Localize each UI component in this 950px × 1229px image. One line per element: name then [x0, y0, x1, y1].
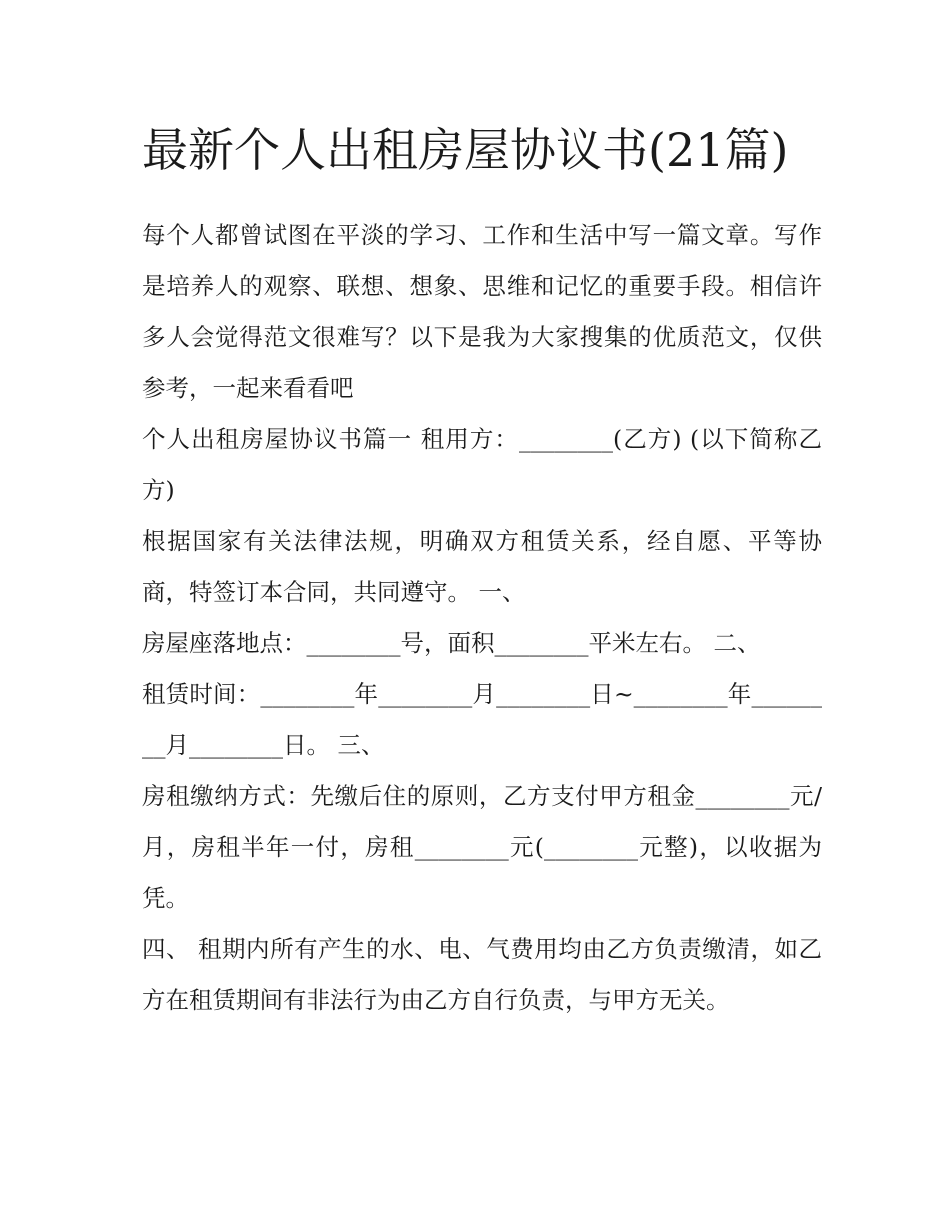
lease-term-paragraph: 租赁时间：________年________月________日~________年________月________日。 三、 — [142, 680, 822, 759]
location-paragraph: 房屋座落地点：________号，面积________平米左右。 二、 — [142, 629, 761, 657]
document-page — [142, 112, 822, 1026]
section-heading-paragraph: 个人出租房屋协议书篇一 租用方：________(乙方) (以下简称乙方) — [142, 425, 822, 504]
utilities-paragraph: 四、 租期内所有产生的水、电、气费用均由乙方负责缴清，如乙方在租赁期间有非法行为由乙方自行负责，与甲方无关。 — [142, 935, 822, 1014]
document-body — [142, 210, 822, 1026]
rent-payment-paragraph: 房租缴纳方式：先缴后住的原则，乙方支付甲方租金________元/月，房租半年一付，房租________元(________元整)，以收据为凭。 — [142, 782, 822, 912]
intro-paragraph: 每个人都曾试图在平淡的学习、工作和生活中写一篇文章。写作是培养人的观察、联想、想象、思维和记忆的重要手段。相信许多人会觉得范文很难写？以下是我为大家搜集的优质范文，仅供参考，一起来看看吧 — [142, 221, 822, 402]
document-title: 最新个人出租房屋协议书(21篇) — [142, 123, 789, 177]
preamble-paragraph: 根据国家有关法律法规，明确双方租赁关系，经自愿、平等协商，特签订本合同，共同遵守。 一、 — [142, 527, 822, 606]
